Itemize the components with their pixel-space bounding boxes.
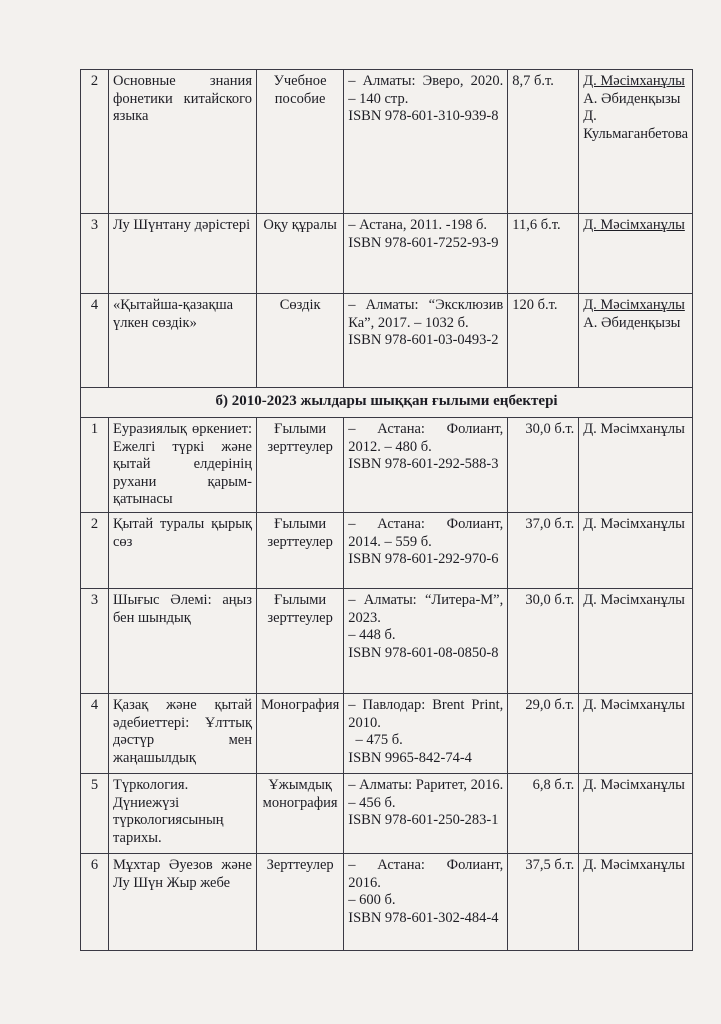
- volume: 11,6 б.т.: [508, 214, 579, 294]
- author-name: Д. Мәсімханұлы: [583, 592, 685, 608]
- authors: [579, 294, 693, 388]
- volume: 30,0 б.т.: [508, 589, 579, 694]
- isbn-line: ISBN 978-601-08-0850-8: [348, 644, 499, 661]
- publisher-info: [344, 589, 508, 694]
- publisher-line: – 448 б.: [348, 627, 396, 643]
- publisher-info: [344, 418, 508, 513]
- work-title: Қазақ және қытай әдебиеттері: Ұлттық дәстүр мен жаңашылдық: [109, 694, 257, 774]
- work-title: «Қытайша-қазақша үлкен сөздік»: [109, 294, 257, 388]
- isbn-line: ISBN 978-601-302-484-4: [348, 909, 499, 926]
- volume: 29,0 б.т.: [508, 694, 579, 774]
- authors: [579, 513, 693, 589]
- isbn-line: ISBN 978-601-292-970-6: [348, 551, 499, 567]
- work-type: Ғылыми зерттеулер: [257, 513, 344, 589]
- publisher-info: [344, 854, 508, 951]
- author-name: А. Әбиденқызы: [583, 314, 681, 331]
- isbn-line: ISBN 978-601-250-283-1: [348, 812, 499, 828]
- volume: 8,7 б.т.: [508, 70, 579, 214]
- table-row: [81, 774, 693, 854]
- table-row: [81, 294, 693, 388]
- work-title: Лу Шүнтану дәрістері: [109, 214, 257, 294]
- volume: 120 б.т.: [508, 294, 579, 388]
- work-type: Ғылыми зерттеулер: [257, 418, 344, 513]
- table-row: [81, 854, 693, 951]
- publications-table: [80, 69, 693, 951]
- publisher-line: – Астана: Фолиант, 2014. – 559 б.: [348, 516, 504, 550]
- publisher-info: [344, 214, 508, 294]
- author-name: Д. Мәсімханұлы: [583, 217, 685, 233]
- author-name: Д. Мәсімханұлы: [583, 516, 685, 532]
- row-number: 3: [81, 214, 109, 294]
- work-title: Еуразиялық өркениет: Ежелгі түркі және қытай елдерінің рухани қарым-қатынасы: [109, 418, 257, 513]
- isbn-line: ISBN 9965-842-74-4: [348, 749, 472, 766]
- authors: [579, 70, 693, 214]
- work-type: Учебное пособие: [257, 70, 344, 214]
- author-name: Д. Мәсімханұлы: [583, 697, 685, 713]
- volume: 37,5 б.т.: [508, 854, 579, 951]
- work-title: Шығыс Әлемі: аңыз бен шындық: [109, 589, 257, 694]
- publisher-info: [344, 774, 508, 854]
- author-name: Д. Мәсімханұлы: [583, 857, 685, 873]
- table-row: [81, 589, 693, 694]
- authors: [579, 589, 693, 694]
- authors: [579, 774, 693, 854]
- publisher-line: – Алматы: “Литера-М”, 2023.: [348, 592, 504, 626]
- row-number: 4: [81, 294, 109, 388]
- row-number: 2: [81, 513, 109, 589]
- author-name: Д. Мәсімханұлы: [583, 421, 685, 437]
- work-title: Основные знания фонетики китайского языка: [109, 70, 257, 214]
- row-number: 3: [81, 589, 109, 694]
- author-name: Д. Мәсімханұлы: [583, 297, 685, 313]
- row-number: 5: [81, 774, 109, 854]
- publisher-line: – Алматы: Эверо, 2020. – 140 стр.: [348, 73, 504, 107]
- row-number: 4: [81, 694, 109, 774]
- volume: 37,0 б.т.: [508, 513, 579, 589]
- table-row: [81, 214, 693, 294]
- publisher-info: [344, 513, 508, 589]
- authors: [579, 418, 693, 513]
- work-type: Зерттеулер: [257, 854, 344, 951]
- isbn-line: ISBN 978-601-7252-93-9: [348, 234, 499, 251]
- publisher-line: – Астана, 2011. -198 б.: [348, 217, 487, 233]
- volume: 6,8 б.т.: [508, 774, 579, 854]
- publisher-line: – 475 б.: [348, 732, 403, 748]
- authors: [579, 214, 693, 294]
- section-heading-row: [81, 388, 693, 418]
- publisher-line: – Алматы: Раритет, 2016. – 456 б.: [348, 777, 504, 811]
- isbn-line: ISBN 978-601-03-0493-2: [348, 332, 499, 348]
- author-name: А. Әбиденқызы: [583, 90, 681, 107]
- isbn-line: ISBN 978-601-292-588-3: [348, 456, 499, 472]
- work-type: Монография: [257, 694, 344, 774]
- publisher-info: [344, 70, 508, 214]
- publisher-line: – Астана: Фолиант, 2012. – 480 б.: [348, 421, 504, 455]
- publisher-line: – Астана: Фолиант, 2016.: [348, 857, 504, 891]
- authors: [579, 854, 693, 951]
- work-title: Қытай туралы қырық сөз: [109, 513, 257, 589]
- table-row: [81, 694, 693, 774]
- table-row: [81, 418, 693, 513]
- table-row: [81, 70, 693, 214]
- work-type: Оқу құралы: [257, 214, 344, 294]
- publisher-info: [344, 694, 508, 774]
- row-number: 2: [81, 70, 109, 214]
- author-name: Д. Мәсімханұлы: [583, 777, 685, 793]
- volume: 30,0 б.т.: [508, 418, 579, 513]
- row-number: 1: [81, 418, 109, 513]
- publisher-line: – 600 б.: [348, 892, 396, 908]
- isbn-line: ISBN 978-601-310-939-8: [348, 108, 499, 124]
- row-number: 6: [81, 854, 109, 951]
- work-type: Сөздік: [257, 294, 344, 388]
- work-title: Мұхтар Әуезов және Лу Шүн Жыр жебе: [109, 854, 257, 951]
- section-heading: б) 2010-2023 жылдары шыққан ғылыми еңбектері: [81, 388, 693, 418]
- author-name: Д. Кульмаганбетова: [583, 108, 689, 142]
- publisher-line: – Павлодар: Brent Print, 2010.: [348, 697, 504, 731]
- publisher-line: – Алматы: “Эксклюзив Ка”, 2017. – 1032 б.: [348, 297, 504, 331]
- work-type: Ғылыми зерттеулер: [257, 589, 344, 694]
- authors: [579, 694, 693, 774]
- author-name: Д. Мәсімханұлы: [583, 73, 685, 89]
- work-title: Түркология. Дүниежүзі түркологиясының тарихы.: [109, 774, 257, 854]
- work-type: Ұжымдық монография: [257, 774, 344, 854]
- publisher-info: [344, 294, 508, 388]
- table-row: [81, 513, 693, 589]
